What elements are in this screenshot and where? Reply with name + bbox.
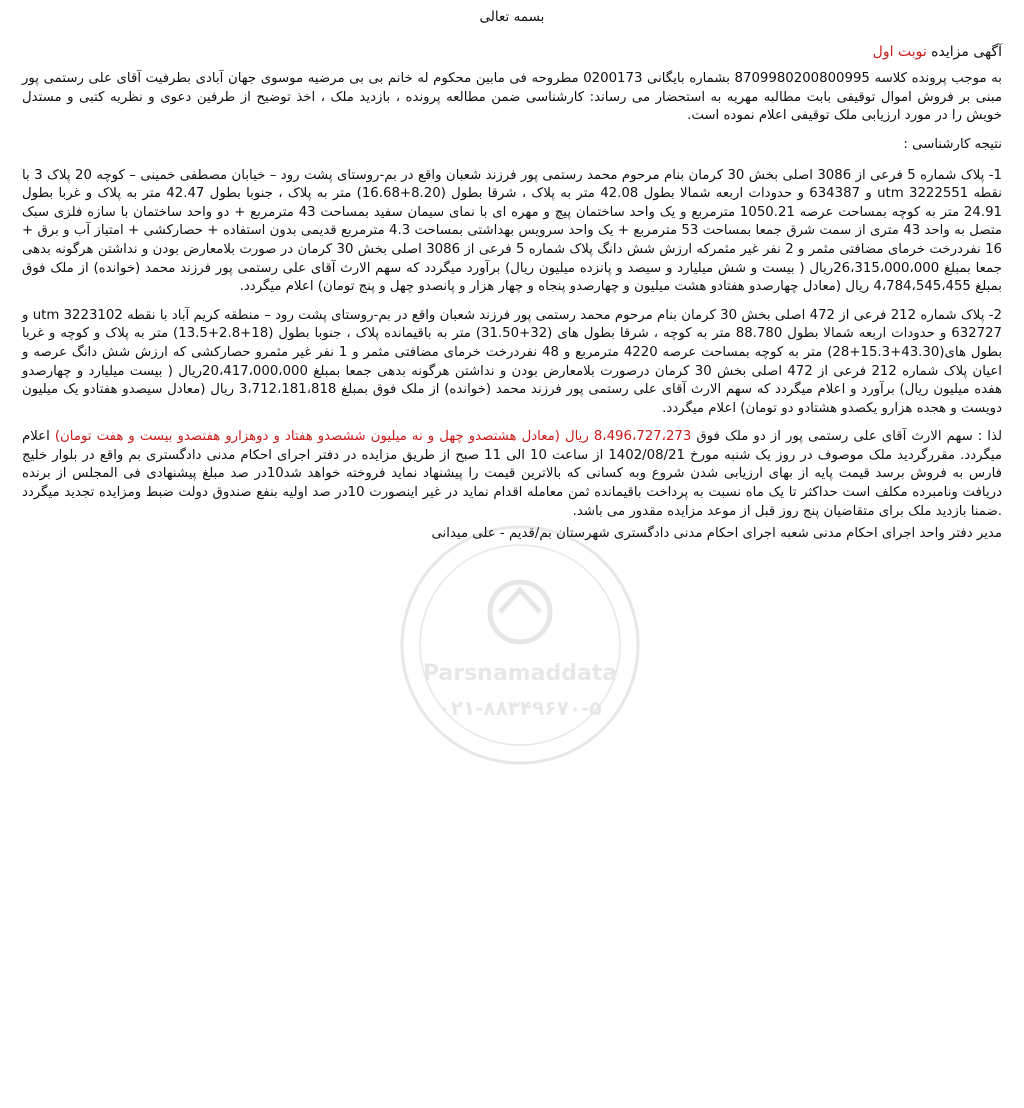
property-item-2: 2- پلاک شماره 212 فرعی از 472 اصلی بخش 30 کرمان بنام مرحوم محمد رستمی پور فرزند شعبان واقع در بم-روستای پشت رود – منطقه کریم آباد با نقطه utm 3223102 و 632727 و حدودات اربعه شمالا بطول 88.780 متر به کوچه ، شرقا بطول های (32+31.50) متر به باقیمانده پلاک ، جنوبا بطول (18+2.8+13.5) متر به پلاک و کوچه و غربا بطول های(43.30+15.3+28) متر به کوچه بمساحت عرصه 4220 مترمربع و 48 نفردرخت خرمای مضافتی مثمر و 1 نفر غیر مثمرو حصارکشی که ارزش شش دانگ عرصه و اعیان پلاک شماره 212 فرعی از 472 اصلی بخش 30 کرمان درصورت بلامعارض بودن و نداشتن هرگونه بدهی جمعا بمبلغ 20،417،000،000ریال ( بیست میلیارد و چهارصدو هفده میلیون ریال) برآورد و اعلام میگردد که سهم الارث آقای علی رستمی پور فرزند محمد (خوانده) از ملک فوق بمبلغ 3،712،181،818 ریال (معادل سیصدو هفتادو یک میلیون دویست و هجده هزارو یکصدو هشتادو دو تومان) اعلام میگردد. bbox=[22, 307, 1003, 416]
notice-title-prefix: آگهی مزایده bbox=[926, 43, 1002, 60]
intro-paragraph: به موجب پرونده کلاسه 8709980200800995 بشماره بایگانی 0200173 مطروحه فی مابین محکوم له خانم بی بی مرضیه موسوی جهان آبادی بطرفیت آقای علی رستمی پور مبنی بر فروش اموال توقیفی بابت مطالبه مهریه به استحضار می رساند: کارشناسی ضمن مطالعه پرونده ، بازدید ملک ، اخذ توضیح از طرفین دعوی و نظریه کتبی و مستدل خویش را در مورد ارزیابی ملک توقیفی اعلام نموده است. bbox=[22, 71, 1002, 124]
expert-result-heading: نتیجه کارشناسی : bbox=[903, 136, 1002, 152]
notice-title bbox=[22, 43, 1002, 62]
notice-round-label: نوبت اول bbox=[872, 43, 927, 60]
bismillah-heading: بسمه تعالی bbox=[479, 9, 545, 25]
conclusion-text-end: اعلام میگردد. مقررگردید ملک موصوف در روز یک شنبه مورخ 1402/08/21 از ساعت 10 الی 11 صبح از طریق مزایده در دفتر اجرای احکام مدنی دادگستری بم واقع در بلوار خلیج فارس به فروش برسد قیمت پایه از بهای ارزیابی شدن شروع وبه کسانی که بالاترین قیمت را پیشنهاد نماید فروخته خواهد شد10در صد مبلغ پیشنهادی فی المجلس از برنده دریافت ونامبرده مکلف است حداکثر تا یک ماه نسبت به پرداخت باقیمانده ثمن معامله اقدام نماید در غیر اینصورت 10در صد اولیه بنفع صندوق دولت ضبط ومزایده تجدید میگردد .ضمنا بازدید ملک برای متقاضیان پنج روز قبل از موعد مزایده مقدور می باشد. bbox=[22, 429, 1002, 519]
total-share-amount: 8،496،727،273 ریال (معادل هشتصدو چهل و نه میلیون ششصدو هفتاد و دوهزارو هفتصدو بیست و هفت تومان) bbox=[54, 429, 692, 445]
watermark-brand-text: Parsnamaddata bbox=[422, 661, 618, 686]
signature-line: مدیر دفتر واحد اجرای احکام مدنی شعبه اجرای احکام مدنی دادگستری شهرستان بم/قدیم - علی میدانی bbox=[431, 526, 1002, 542]
conclusion-text-start: لذا : سهم الارث آقای علی رستمی پور از دو ملک فوق bbox=[691, 429, 1003, 445]
property-item-1: 1- پلاک شماره 5 فرعی از 3086 اصلی بخش 30 کرمان بنام مرحوم محمد رستمی پور فرزند شعبان واقع در بم-روستای پشت رود – خیابان مصطفی خمینی – کوچه 20 پلاک 3 با نقطه utm 3222551 و 634387 و حدودات اربعه شمالا بطول 42.08 متر به پلاک ، شرقا بطول (8.20+16.68) متر به پلاک ، جنوبا بطول 42.47 متر به پلاک و غربا بطول 24.91 متر به کوچه بمساحت عرصه 1050.21 مترمربع و یک واحد ساختمان پیچ و مهره ای با نمای سیمان سفید بمساحت 43 مترمربع + دو واحد ساختمان با سازه فلزی سبک متصل به واحد 43 متری از سمت شرق جمعا بمساحت 53 مترمربع + یک واحد سرویس بهداشتی بمساحت 4.3 مترمربع قدیمی بدون استفاده + حصارکشی + امتیاز آب و برق + 16 نفردرخت خرمای مضافتی مثمر و 2 نفر غیر مثمرکه ارزش شش دانگ پلاک شماره 5 فرعی از 3086 اصلی بخش 30 کرمان در صورت بلامعارض بودن و نداشتن هرگونه بدهی جمعا بمبلغ 26،315،000،000ریال ( بیست و شش میلیارد و سیصد و پانزده میلیون ریال) برآورد میگردد که سهم الارث آقای علی رستمی پور فرزند محمد (خوانده) از ملک فوق بمبلغ 4،784،545،455 ریال (معادل چهارصدو هفتادو هشت میلیون و چهارصدو پنجاه و چهار هزار و پانصدو چهل و پنج تومان) اعلام میگردد. bbox=[22, 167, 1003, 295]
watermark-phone-text: ۰۲۱-۸۸۳۴۹۶۷۰-۵ bbox=[438, 696, 602, 720]
conclusion-paragraph bbox=[22, 428, 1002, 521]
